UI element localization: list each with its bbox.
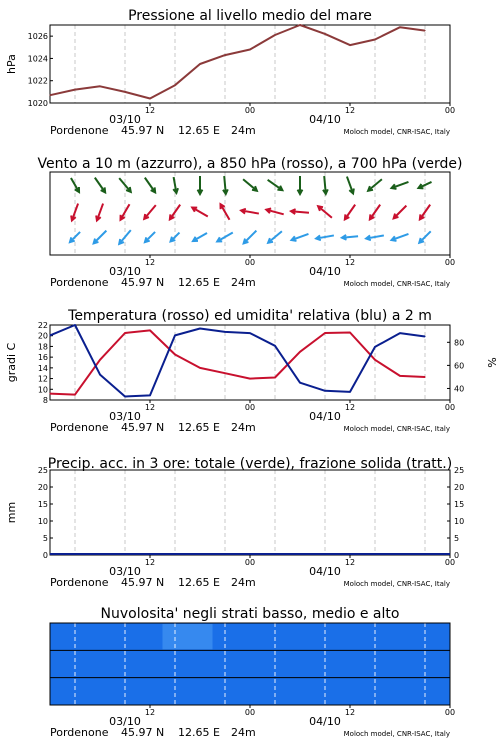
- humidity-line-point: [399, 332, 400, 333]
- temperature-line-point: [249, 378, 250, 379]
- y-tick-label: 0: [42, 551, 48, 560]
- y-tick-label: 12: [37, 374, 48, 384]
- y-tick-label: 14: [37, 363, 48, 373]
- date-label: 04/10: [309, 265, 341, 278]
- wind-arrow-1: [144, 205, 156, 219]
- location-lon: 12.65 E: [178, 576, 220, 589]
- humidity-line-point: [49, 335, 50, 336]
- plot-frame-3: [50, 470, 450, 555]
- wind-arrow-0: [145, 232, 155, 242]
- location-lat: 45.97 N: [121, 576, 165, 589]
- temperature-line-point: [224, 373, 225, 374]
- x-tick-label: 00: [444, 708, 456, 717]
- x-tick-label: 12: [144, 258, 156, 267]
- location-lon: 12.65 E: [178, 421, 220, 434]
- wind-arrow-2: [145, 178, 155, 193]
- x-tick-label: 12: [344, 558, 356, 567]
- location-alt: 24m: [231, 576, 256, 589]
- y-axis-label-right: %: [485, 357, 498, 368]
- model-credit: Moloch model, CNR-ISAC, Italy: [343, 730, 450, 738]
- temperature-line-point: [99, 359, 100, 360]
- y-tick-label: 5: [42, 534, 48, 543]
- location-lat: 45.97 N: [121, 421, 165, 434]
- x-tick-label: 12: [344, 106, 356, 115]
- wind-arrow-1: [345, 205, 355, 220]
- panel-title: Temperatura (rosso) ed umidita' relativa (blu) a 2 m: [68, 308, 432, 324]
- temperature-line-point: [149, 330, 150, 331]
- y-tick-label: 1020: [27, 99, 48, 108]
- humidity-line-point: [74, 324, 75, 325]
- temperature-line-point: [349, 332, 350, 333]
- y-axis-label: hPa: [5, 54, 18, 74]
- x-tick-label: 12: [144, 558, 156, 567]
- y-tick-label: 1026: [27, 32, 48, 42]
- humidity-line-point: [99, 374, 100, 375]
- humidity-line-point: [299, 382, 300, 383]
- y-tick-label-right: 25: [454, 466, 465, 475]
- y-tick-label: 22: [37, 321, 48, 330]
- pressure-line-point: [424, 30, 425, 31]
- cloud-background: [50, 623, 450, 705]
- y-tick-label-right: 40: [454, 384, 465, 394]
- humidity-line-point: [124, 396, 125, 397]
- cloud-cell: [188, 624, 213, 649]
- location-alt: 24m: [231, 124, 256, 137]
- location-lat: 45.97 N: [121, 726, 165, 739]
- pressure-line-point: [199, 63, 200, 64]
- date-label: 03/10: [109, 410, 141, 423]
- humidity-line: [50, 325, 425, 397]
- y-tick-label: 8: [42, 396, 48, 405]
- y-tick-label: 1022: [27, 76, 48, 86]
- humidity-line-point: [374, 346, 375, 347]
- temperature-line-point: [74, 394, 75, 395]
- panel-title: Vento a 10 m (azzurro), a 850 hPa (rosso), a 700 hPa (verde): [37, 156, 463, 172]
- pressure-line-point: [399, 27, 400, 28]
- humidity-line-point: [274, 345, 275, 346]
- x-tick-label: 12: [144, 106, 156, 115]
- location-name: Pordenone: [50, 726, 109, 739]
- model-credit: Moloch model, CNR-ISAC, Italy: [343, 425, 450, 433]
- pressure-line-point: [224, 54, 225, 55]
- pressure-line-point: [74, 89, 75, 90]
- humidity-line-point: [199, 328, 200, 329]
- temperature-line-point: [49, 393, 50, 394]
- y-tick-label: 25: [37, 466, 48, 475]
- y-tick-label-right: 80: [454, 338, 465, 348]
- model-credit: Moloch model, CNR-ISAC, Italy: [343, 580, 450, 588]
- panel-title: Nuvolosita' negli strati basso, medio e alto: [100, 606, 400, 622]
- location-alt: 24m: [231, 276, 256, 289]
- temperature-line-point: [324, 332, 325, 333]
- wind-arrow-2: [95, 178, 105, 193]
- pressure-line-point: [374, 39, 375, 40]
- y-tick-label: 20: [37, 331, 48, 341]
- location-lon: 12.65 E: [178, 276, 220, 289]
- x-tick-label: 00: [444, 403, 456, 412]
- x-tick-label: 00: [444, 258, 456, 267]
- humidity-line-point: [349, 391, 350, 392]
- plot-frame-2: [50, 325, 450, 400]
- x-tick-label: 00: [444, 106, 456, 115]
- humidity-line-point: [324, 390, 325, 391]
- panel-title: Precip. acc. in 3 ore: totale (verde), frazione solida (tratt.): [47, 456, 453, 472]
- humidity-line-point: [149, 395, 150, 396]
- y-tick-label-right: 0: [454, 551, 460, 560]
- x-tick-label: 12: [344, 403, 356, 412]
- pressure-line-point: [174, 85, 175, 86]
- humidity-line-point: [174, 335, 175, 336]
- x-tick-label: 00: [444, 558, 456, 567]
- x-tick-label: 00: [244, 708, 256, 717]
- temperature-line: [50, 330, 425, 394]
- date-label: 03/10: [109, 565, 141, 578]
- temperature-line-point: [124, 332, 125, 333]
- model-credit: Moloch model, CNR-ISAC, Italy: [343, 128, 450, 136]
- location-name: Pordenone: [50, 276, 109, 289]
- y-axis-label: mm: [5, 501, 18, 524]
- pressure-line-point: [349, 44, 350, 45]
- wind-arrow-0: [70, 232, 80, 242]
- pressure-line: [50, 25, 425, 99]
- humidity-line-point: [224, 331, 225, 332]
- pressure-line-point: [124, 91, 125, 92]
- y-tick-label: 10: [37, 517, 48, 526]
- pressure-line-point: [249, 49, 250, 50]
- wind-arrow-0: [244, 231, 257, 244]
- location-lon: 12.65 E: [178, 124, 220, 137]
- location-name: Pordenone: [50, 124, 109, 137]
- pressure-line-point: [99, 86, 100, 87]
- humidity-line-point: [249, 332, 250, 333]
- panel-title: Pressione al livello medio del mare: [128, 8, 372, 24]
- x-tick-label: 12: [144, 403, 156, 412]
- y-tick-label-right: 60: [454, 361, 465, 371]
- date-label: 04/10: [309, 410, 341, 423]
- date-label: 04/10: [309, 113, 341, 126]
- temperature-line-point: [424, 376, 425, 377]
- humidity-line-point: [424, 336, 425, 337]
- plot-frame-0: [50, 25, 450, 103]
- pressure-line-point: [299, 24, 300, 25]
- x-tick-label: 00: [244, 403, 256, 412]
- temperature-line-point: [399, 375, 400, 376]
- temperature-line-point: [299, 351, 300, 352]
- y-axis-label: gradi C: [5, 342, 18, 383]
- pressure-line-point: [274, 34, 275, 35]
- wind-arrow-0: [119, 230, 131, 244]
- x-tick-label: 00: [244, 106, 256, 115]
- pressure-line-point: [324, 33, 325, 34]
- y-tick-label: 20: [37, 483, 48, 492]
- temperature-line-point: [274, 377, 275, 378]
- date-label: 03/10: [109, 113, 141, 126]
- wind-arrow-1: [192, 208, 208, 217]
- location-lon: 12.65 E: [178, 726, 220, 739]
- y-tick-label: 1024: [27, 54, 48, 64]
- location-lat: 45.97 N: [121, 124, 165, 137]
- wind-arrow-0: [268, 231, 282, 243]
- location-name: Pordenone: [50, 421, 109, 434]
- wind-arrow-2: [243, 179, 257, 191]
- location-name: Pordenone: [50, 576, 109, 589]
- y-tick-label: 15: [37, 500, 48, 509]
- y-tick-label-right: 5: [454, 534, 460, 543]
- x-tick-label: 12: [144, 708, 156, 717]
- wind-arrow-0: [217, 233, 233, 242]
- location-alt: 24m: [231, 726, 256, 739]
- x-tick-label: 12: [344, 258, 356, 267]
- date-label: 04/10: [309, 565, 341, 578]
- location-lat: 45.97 N: [121, 276, 165, 289]
- pressure-line-point: [49, 95, 50, 96]
- y-tick-label: 16: [37, 353, 48, 363]
- temperature-line-point: [199, 367, 200, 368]
- x-tick-label: 00: [244, 258, 256, 267]
- y-tick-label-right: 20: [454, 483, 465, 492]
- model-credit: Moloch model, CNR-ISAC, Italy: [343, 280, 450, 288]
- y-tick-label: 18: [37, 342, 48, 352]
- wind-arrow-0: [94, 231, 107, 244]
- y-tick-label-right: 15: [454, 500, 465, 509]
- y-tick-label: 10: [37, 385, 48, 395]
- temperature-line-point: [174, 354, 175, 355]
- y-tick-label-right: 10: [454, 517, 465, 526]
- date-label: 04/10: [309, 715, 341, 728]
- wind-arrow-0: [419, 231, 430, 242]
- temperature-line-point: [374, 359, 375, 360]
- x-tick-label: 00: [244, 558, 256, 567]
- date-label: 03/10: [109, 715, 141, 728]
- location-alt: 24m: [231, 421, 256, 434]
- x-tick-label: 12: [344, 708, 356, 717]
- wind-arrow-1: [394, 206, 407, 219]
- date-label: 03/10: [109, 265, 141, 278]
- pressure-line-point: [149, 98, 150, 99]
